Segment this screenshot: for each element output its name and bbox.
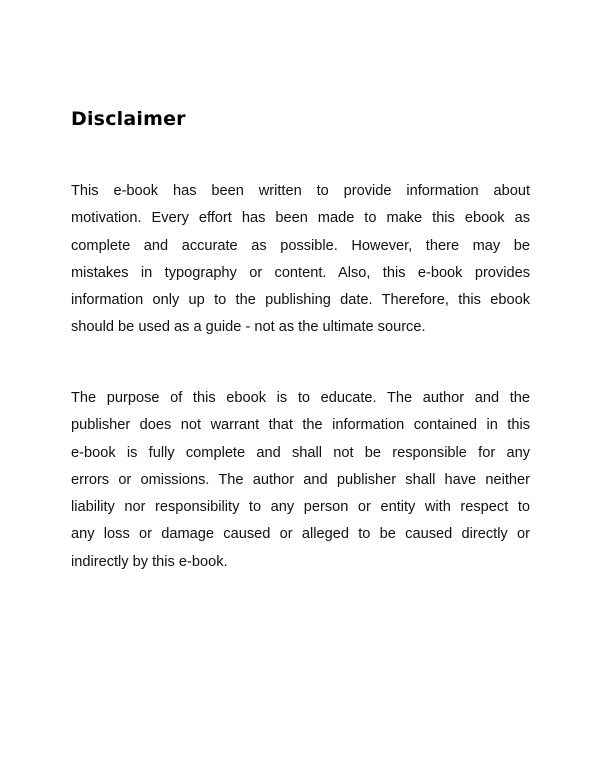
paragraph-line: errors or omissions. The author and publisher shall have neither: [71, 471, 530, 488]
paragraph-line: e-book is fully complete and shall not be responsible for any: [71, 444, 530, 461]
paragraph-line: information only up to the publishing date. Therefore, this ebook: [71, 292, 530, 309]
disclaimer-paragraph-1: [71, 178, 530, 342]
paragraph-line: indirectly by this e-book.: [71, 553, 228, 570]
disclaimer-paragraph-2: [71, 385, 530, 576]
paragraph-line: publisher does not warrant that the information contained in this: [71, 417, 530, 434]
paragraph-line: liability nor responsibility to any person or entity with respect to: [71, 499, 530, 516]
paragraph-line: This e-book has been written to provide information about: [71, 183, 530, 199]
paragraph-line: mistakes in typography or content. Also, this e-book provides: [71, 264, 530, 281]
paragraph-line: motivation. Every effort has been made to make this ebook as: [71, 210, 530, 227]
paragraph-line: should be used as a guide - not as the ultimate source.: [71, 319, 426, 336]
paragraph-line: The purpose of this ebook is to educate. The author and the: [71, 390, 530, 406]
page-title: Disclaimer: [71, 108, 186, 130]
paragraph-line: any loss or damage caused or alleged to be caused directly or: [71, 526, 530, 543]
paragraph-line: complete and accurate as possible. However, there may be: [71, 237, 530, 254]
